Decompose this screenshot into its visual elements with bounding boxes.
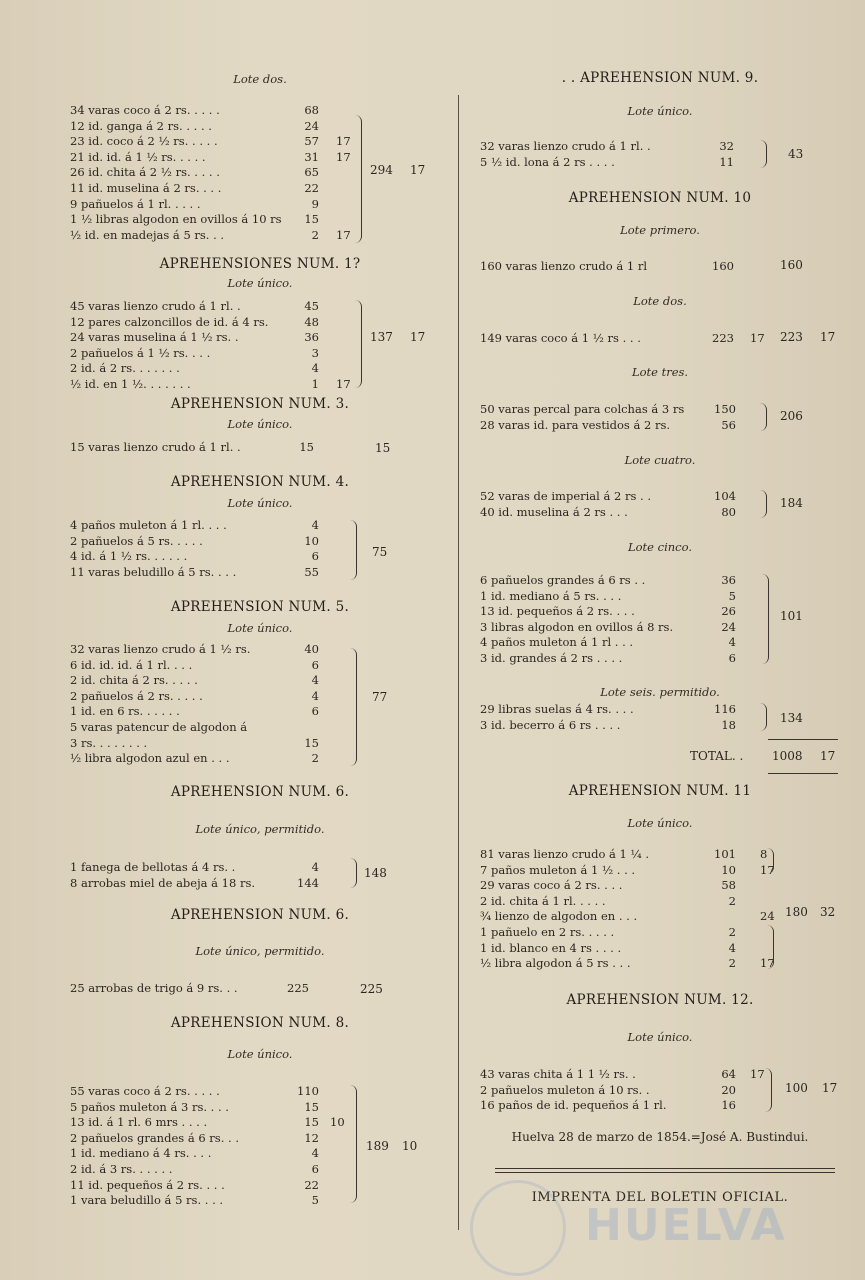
- item-amount: 6: [311, 657, 319, 672]
- table-row: [480, 940, 840, 956]
- item-description: 2 pañuelos á 5 rs. . . . .: [70, 533, 203, 548]
- lote-label: Lote único.: [227, 1047, 293, 1061]
- item-amount: 58: [721, 878, 736, 893]
- item-cents: 17: [760, 956, 775, 971]
- item-description: 1 id. mediano á 4 rs. . . .: [70, 1146, 212, 1161]
- item-amount: 12: [304, 1130, 319, 1145]
- table-row: [70, 548, 450, 564]
- item-amount: 6: [311, 1162, 319, 1176]
- item-description: 11 id. pequeños á 2 rs. . . .: [70, 1177, 225, 1192]
- table-row: [70, 133, 450, 149]
- lote-label: Lote único.: [227, 417, 293, 431]
- table-row: [70, 196, 450, 212]
- item-amount: 4: [311, 860, 319, 874]
- lote-label: Lote único.: [227, 621, 293, 635]
- item-amount: 15: [304, 212, 319, 227]
- item-description: 7 paños muleton á 1 ½ . . .: [480, 862, 636, 877]
- item-amount: 2: [728, 925, 736, 939]
- item-amount: 22: [304, 181, 319, 195]
- section-title: APREHENSION NUM. 6.: [170, 784, 350, 800]
- section-title: APREHENSION NUM. 6.: [170, 907, 350, 923]
- group-total: 180: [785, 905, 808, 919]
- item-description: 1 pañuelo en 2 rs. . . . .: [480, 925, 615, 939]
- item-description: ½ id. en madejas á 5 rs. . .: [70, 227, 225, 242]
- item-description: 55 varas coco á 2 rs. . . . .: [70, 1084, 220, 1098]
- item-amount: 4: [728, 940, 736, 955]
- item-description: 4 paños muleton á 1 rl . . .: [480, 635, 634, 650]
- section-title: APREHENSION NUM. 8.: [170, 1015, 350, 1031]
- group-total: 160: [780, 258, 803, 272]
- item-description: 5 varas patencur de algodon á: [70, 720, 248, 734]
- item-amount: 15: [304, 735, 319, 750]
- table-row: [480, 1066, 840, 1082]
- item-amount: 32: [719, 139, 734, 153]
- lote-label: Lote primero.: [620, 223, 700, 237]
- item-description: 2 pañuelos grandes á 6 rs. . .: [70, 1130, 239, 1145]
- table-row: [70, 875, 450, 891]
- group-brace: [765, 1068, 772, 1112]
- item-amount: 15: [299, 440, 314, 454]
- table-row: [480, 572, 840, 588]
- item-description: ¾ lienzo de algodon en . . .: [480, 909, 638, 924]
- table-row: [70, 211, 450, 227]
- table-row: [70, 180, 450, 196]
- item-description: 1 id. en 6 rs. . . . . .: [70, 704, 180, 719]
- table-row: [480, 955, 840, 971]
- item-description: 32 varas lienzo crudo á 1 rl. .: [480, 139, 651, 153]
- item-amount: 68: [304, 103, 319, 117]
- table-row: [480, 1097, 840, 1113]
- item-description: 2 pañuelos muleton á 10 rs. .: [480, 1082, 650, 1097]
- item-description: ½ id. en 1 ½. . . . . . .: [70, 377, 191, 391]
- item-cents: 10: [330, 1115, 345, 1130]
- lote-label: Lote único.: [627, 816, 693, 830]
- table-row: [480, 634, 840, 650]
- item-description: 28 varas id. para vestidos á 2 rs.: [480, 417, 671, 432]
- item-description: 4 id. á 1 ½ rs. . . . . .: [70, 549, 188, 564]
- section-title: APREHENSION NUM. 11: [568, 783, 752, 799]
- item-amount: 24: [304, 118, 319, 133]
- group-total: 15: [375, 441, 391, 455]
- table-row: [70, 735, 450, 751]
- table-row: [70, 1114, 450, 1130]
- group-total: 75: [372, 545, 388, 559]
- item-description: 2 id. chita á 2 rs. . . . .: [70, 673, 198, 688]
- table-row: [70, 1145, 450, 1161]
- item-amount: 36: [721, 573, 736, 587]
- item-cents: 17: [336, 227, 351, 242]
- group-total: 184: [780, 496, 803, 510]
- group-brace: [767, 848, 774, 874]
- item-description: 9 pañuelos á 1 rl. . . . .: [70, 196, 201, 211]
- item-amount: 6: [311, 549, 319, 564]
- group-total: 17: [820, 330, 836, 344]
- item-amount: 2: [728, 956, 736, 971]
- item-description: 26 id. chita á 2 ½ rs. . . . .: [70, 165, 220, 180]
- group-brace: [762, 574, 769, 664]
- group-total: 1008: [772, 749, 803, 763]
- table-row: [70, 1177, 450, 1193]
- item-amount: 4: [311, 361, 319, 376]
- item-cents: 17: [336, 134, 351, 149]
- table-row: [70, 1083, 450, 1099]
- item-description: 40 id. muselina á 2 rs . . .: [480, 504, 628, 519]
- item-amount: 4: [311, 518, 319, 532]
- group-brace: [350, 858, 357, 888]
- item-amount: 10: [721, 862, 736, 877]
- table-row: [480, 138, 840, 154]
- item-description: 13 id. pequeños á 2 rs. . . .: [480, 604, 635, 619]
- item-amount: 104: [714, 489, 736, 503]
- group-brace: [350, 1085, 357, 1203]
- item-description: 8 arrobas miel de abeja á 18 rs.: [70, 875, 256, 890]
- group-total: 225: [360, 982, 383, 996]
- footer-rule: [495, 1168, 835, 1169]
- table-row: [70, 360, 450, 376]
- section-title: APREHENSION NUM. 12.: [566, 992, 754, 1008]
- item-amount: 20: [721, 1082, 736, 1097]
- section-title: APREHENSION NUM. 5.: [170, 599, 350, 615]
- lote-label: Lote cinco.: [628, 540, 692, 554]
- item-description: 11 id. muselina á 2 rs. . . .: [70, 181, 222, 195]
- table-row: [70, 657, 450, 673]
- table-row: [70, 719, 450, 735]
- item-amount: 22: [304, 1177, 319, 1192]
- item-description: 29 libras suelas á 4 rs. . . .: [480, 702, 634, 716]
- item-amount: 2: [728, 893, 736, 908]
- group-total: 77: [372, 690, 388, 704]
- group-total: 10: [402, 1139, 418, 1153]
- table-row: [70, 641, 450, 657]
- item-amount: 45: [304, 299, 319, 313]
- table-row: [70, 672, 450, 688]
- group-brace: [760, 490, 767, 518]
- item-amount: 3: [311, 345, 319, 360]
- item-amount: 116: [714, 702, 736, 716]
- item-description: 13 id. á 1 rl. 6 mrs . . . .: [70, 1115, 208, 1130]
- item-amount: 15: [304, 1099, 319, 1114]
- group-total: 294: [370, 163, 393, 177]
- group-total: 43: [788, 147, 804, 161]
- table-row: [70, 164, 450, 180]
- lote-label: Lote único.: [627, 1030, 693, 1044]
- item-amount: 80: [721, 504, 736, 519]
- lote-label: Lote único.: [227, 276, 293, 290]
- group-total: 17: [410, 163, 426, 177]
- item-amount: 110: [297, 1084, 319, 1098]
- item-description: 2 id. á 3 rs. . . . . .: [70, 1162, 173, 1176]
- item-amount: 65: [304, 165, 319, 180]
- item-description: 1 fanega de bellotas á 4 rs. .: [70, 860, 236, 874]
- item-amount: 31: [304, 149, 319, 164]
- item-description: 45 varas lienzo crudo á 1 rl. .: [70, 299, 241, 313]
- item-amount: 4: [311, 688, 319, 703]
- table-row: [70, 149, 450, 165]
- group-brace: [355, 115, 362, 243]
- lote-label: Lote único, permitido.: [195, 822, 325, 836]
- group-total: 17: [822, 1081, 838, 1095]
- table-row: [480, 588, 840, 604]
- item-cents: 17: [750, 1067, 765, 1081]
- group-total: 32: [820, 905, 836, 919]
- item-amount: 4: [728, 635, 736, 650]
- item-description: 3 id. becerro á 6 rs . . . .: [480, 717, 621, 732]
- group-brace: [760, 703, 767, 731]
- item-description: 149 varas coco á 1 ½ rs . . .: [480, 331, 641, 345]
- lote-label: Lote único.: [227, 496, 293, 510]
- section-title: APREHENSION NUM. 10: [568, 190, 752, 206]
- table-row: [70, 1161, 450, 1177]
- table-row: [70, 376, 450, 392]
- item-description: 4 paños muleton á 1 rl. . . .: [70, 518, 227, 532]
- section-title: . . APREHENSION NUM. 9.: [561, 70, 759, 86]
- item-description: 2 id. á 2 rs. . . . . . .: [70, 361, 180, 376]
- item-amount: 6: [728, 651, 736, 665]
- item-cents: 17: [760, 862, 775, 877]
- table-row: [480, 877, 840, 893]
- item-description: 52 varas de imperial á 2 rs . .: [480, 489, 651, 503]
- table-row: [480, 862, 840, 878]
- item-cents: 17: [750, 331, 765, 345]
- item-description: 16 paños de id. pequeños á 1 rl.: [480, 1098, 667, 1113]
- item-amount: 11: [719, 154, 734, 169]
- table-row: [480, 154, 840, 170]
- section-title: APREHENSION NUM. 4.: [170, 474, 350, 490]
- table-row: [70, 1192, 450, 1208]
- item-description: ½ libra algodon azul en . . .: [70, 751, 230, 766]
- group-brace: [350, 648, 357, 766]
- table-row: [70, 564, 450, 580]
- footer-date: Huelva 28 de marzo de 1854.=José A. Bustindui.: [511, 1130, 809, 1144]
- table-row: [70, 533, 450, 549]
- item-description: 1 ½ libras algodon en ovillos á 10 rs: [70, 212, 282, 227]
- item-description: 12 pares calzoncillos de id. á 4 rs.: [70, 314, 269, 329]
- lote-label: Lote único, permitido.: [195, 944, 325, 958]
- table-row: [70, 439, 450, 455]
- group-total: 223: [780, 330, 803, 344]
- item-amount: 160: [712, 259, 734, 273]
- item-cents: 8: [760, 847, 768, 861]
- item-description: 11 varas beludillo á 5 rs. . . .: [70, 564, 237, 579]
- item-cents: 24: [760, 909, 775, 924]
- lote-label: Lote seis. permitido.: [600, 685, 720, 699]
- item-description: 3 id. grandes á 2 rs . . . .: [480, 651, 623, 665]
- table-row: [70, 329, 450, 345]
- item-amount: 57: [304, 134, 319, 149]
- section-title: APREHENSION NUM. 3.: [170, 396, 350, 412]
- table-row: [70, 688, 450, 704]
- item-description: 32 varas lienzo crudo á 1 ½ rs.: [70, 642, 251, 656]
- item-amount: 101: [714, 847, 736, 861]
- total-rule: [768, 773, 838, 774]
- group-total: 137: [370, 330, 393, 344]
- item-description: 23 id. coco á 2 ½ rs. . . . .: [70, 134, 218, 149]
- item-amount: 5: [728, 588, 736, 603]
- item-description: 1 vara beludillo á 5 rs. . . .: [70, 1193, 224, 1208]
- item-amount: 4: [311, 673, 319, 688]
- table-row: [70, 102, 450, 118]
- item-description: 160 varas lienzo crudo á 1 rl: [480, 259, 648, 273]
- table-row: [70, 314, 450, 330]
- table-row: [70, 1130, 450, 1146]
- item-amount: 18: [721, 717, 736, 732]
- group-total: 101: [780, 609, 803, 623]
- table-row: [70, 980, 450, 996]
- table-row: [70, 1099, 450, 1115]
- total-label: TOTAL. .: [690, 749, 744, 763]
- imprenta-label: IMPRENTA DEL BOLETIN OFICIAL.: [531, 1190, 789, 1205]
- lote-label: Lote tres.: [631, 365, 689, 379]
- item-amount: 64: [721, 1067, 736, 1081]
- item-description: 2 pañuelos á 2 rs. . . . .: [70, 688, 203, 703]
- item-amount: 15: [304, 1115, 319, 1130]
- table-row: [70, 703, 450, 719]
- group-total: 100: [785, 1081, 808, 1095]
- item-amount: 2: [311, 227, 319, 242]
- lote-label: Lote cuatro.: [624, 453, 696, 467]
- table-row: [70, 750, 450, 766]
- item-cents: 17: [336, 149, 351, 164]
- lote-label: Lote dos.: [633, 294, 687, 308]
- item-description: 24 varas muselina á 1 ½ rs. .: [70, 330, 239, 345]
- table-row: [70, 517, 450, 533]
- item-amount: 150: [714, 402, 736, 416]
- group-total: 206: [780, 409, 803, 423]
- item-amount: 24: [721, 619, 736, 634]
- table-row: [70, 227, 450, 243]
- item-cents: 17: [336, 377, 351, 391]
- group-total: 17: [410, 330, 426, 344]
- item-amount: 48: [304, 314, 319, 329]
- item-amount: 225: [287, 981, 309, 995]
- item-description: 50 varas percal para colchas á 3 rs: [480, 402, 685, 416]
- lote-label: Lote único.: [627, 104, 693, 118]
- item-amount: 2: [311, 751, 319, 766]
- group-brace: [355, 300, 362, 388]
- item-amount: 6: [311, 704, 319, 719]
- group-total: 134: [780, 711, 803, 725]
- item-description: 1 id. mediano á 5 rs. . . .: [480, 588, 622, 603]
- item-amount: 56: [721, 417, 736, 432]
- item-amount: 1: [311, 377, 319, 391]
- item-description: 2 pañuelos á 1 ½ rs. . . .: [70, 345, 211, 360]
- item-description: 15 varas lienzo crudo á 1 rl. .: [70, 440, 241, 454]
- item-description: 3 rs. . . . . . . .: [70, 735, 148, 750]
- item-description: ½ libra algodon á 5 rs . . .: [480, 956, 631, 971]
- item-amount: 36: [304, 330, 319, 345]
- item-amount: 16: [721, 1098, 736, 1113]
- section-title: APREHENSIONES NUM. 1?: [159, 256, 361, 272]
- table-row: [70, 118, 450, 134]
- group-brace: [350, 520, 357, 580]
- group-total: 148: [364, 866, 387, 880]
- group-brace: [767, 925, 774, 969]
- item-description: 43 varas chita á 1 1 ½ rs. .: [480, 1067, 636, 1081]
- item-description: 6 id. id. id. á 1 rl. . . .: [70, 657, 193, 672]
- item-description: 29 varas coco á 2 rs. . . .: [480, 878, 623, 893]
- item-description: 6 pañuelos grandes á 6 rs . .: [480, 573, 646, 587]
- total-rule: [768, 739, 838, 740]
- table-row: [70, 345, 450, 361]
- group-total: 17: [820, 749, 836, 763]
- table-row: [480, 924, 840, 940]
- lote-label: Lote dos.: [233, 72, 287, 86]
- item-amount: 4: [311, 1146, 319, 1161]
- item-description: 25 arrobas de trigo á 9 rs. . .: [70, 981, 238, 995]
- group-brace: [760, 140, 767, 168]
- item-amount: 10: [304, 533, 319, 548]
- huelva-watermark: HUELVA: [585, 1200, 787, 1251]
- table-row: [70, 859, 450, 875]
- item-amount: 223: [712, 331, 734, 345]
- table-row: [480, 650, 840, 666]
- item-description: 2 id. chita á 1 rl. . . . .: [480, 893, 606, 908]
- table-row: [70, 298, 450, 314]
- group-brace: [760, 403, 767, 431]
- item-description: 5 paños muleton á 3 rs. . . .: [70, 1099, 229, 1114]
- column-divider: [458, 95, 459, 1230]
- item-description: 21 id. id. á 1 ½ rs. . . . .: [70, 149, 206, 164]
- item-description: 12 id. ganga á 2 rs. . . . .: [70, 118, 212, 133]
- item-amount: 9: [311, 196, 319, 211]
- item-amount: 40: [304, 642, 319, 656]
- item-description: 81 varas lienzo crudo á 1 ¼ .: [480, 847, 649, 861]
- item-description: 3 libras algodon en ovillos á 8 rs.: [480, 619, 674, 634]
- seal-watermark: [470, 1180, 566, 1276]
- item-description: 1 id. blanco en 4 rs . . . .: [480, 940, 622, 955]
- item-amount: 144: [297, 875, 319, 890]
- item-amount: 26: [721, 604, 736, 619]
- item-description: 5 ½ id. lona á 2 rs . . . .: [480, 154, 615, 169]
- item-amount: 55: [304, 564, 319, 579]
- footer-rule: [495, 1172, 835, 1173]
- item-amount: 5: [311, 1193, 319, 1208]
- group-total: 189: [366, 1139, 389, 1153]
- item-description: 34 varas coco á 2 rs. . . . .: [70, 103, 220, 117]
- table-row: [480, 846, 840, 862]
